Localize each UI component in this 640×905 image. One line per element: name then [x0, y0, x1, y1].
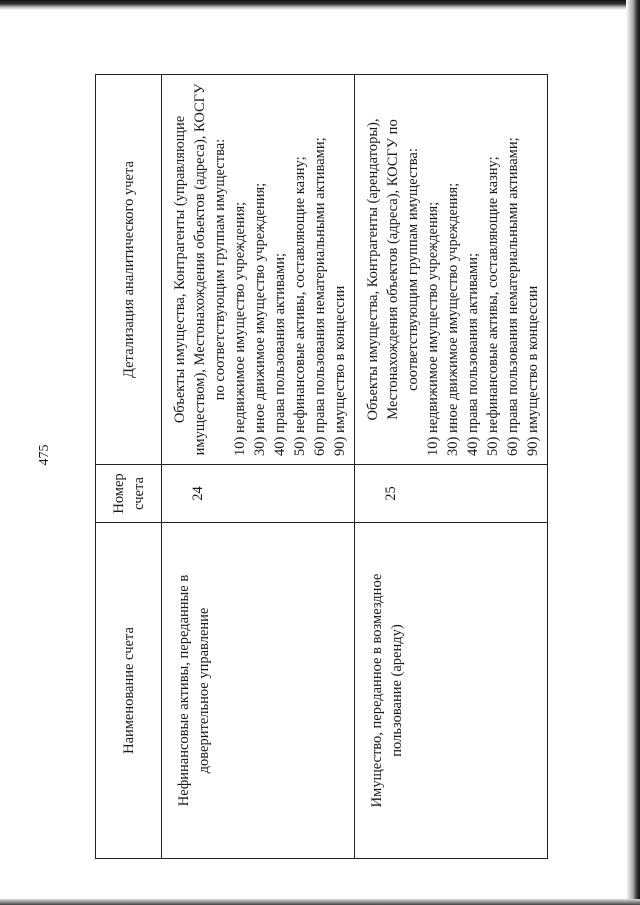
- header-analytic-detail: Детализация аналитического учета: [96, 75, 162, 465]
- row-account-name: Нефинансовые активы, переданные в доверительное управление: [162, 523, 355, 859]
- table-row: [355, 75, 548, 859]
- page-number: 475: [37, 444, 52, 466]
- accounts-table-wrapper: [95, 75, 541, 859]
- detail-item: 30) иное движимое имущество учреждения;: [252, 182, 268, 456]
- table-header-row: [96, 75, 162, 859]
- row-analytic-detail: [355, 75, 548, 465]
- row-account-number: 25: [355, 465, 548, 523]
- detail-item: 40) права пользования активами;: [465, 252, 481, 456]
- detail-item: 40) права пользования активами;: [272, 252, 288, 456]
- detail-item: 50) нефинансовые активы, составляющие казну;: [292, 156, 308, 456]
- header-account-name: Наименование счета: [96, 523, 162, 859]
- scan-edge-top: [0, 0, 640, 10]
- row-account-number: 24: [162, 465, 355, 523]
- header-account-number: Номер счета: [96, 465, 162, 523]
- detail-item: 50) нефинансовые активы, составляющие казну;: [485, 156, 501, 456]
- detail-item: 10) недвижимое имущество учреждения;: [232, 201, 248, 456]
- row-analytic-detail: [162, 75, 355, 465]
- detail-list: [230, 83, 350, 456]
- detail-item: 60) права пользования нематериальными активами;: [505, 137, 521, 456]
- detail-item: 30) иное движимое имущество учреждения;: [445, 182, 461, 456]
- rotated-table-container: [95, 75, 541, 859]
- scan-edge-right: [626, 0, 640, 905]
- detail-item: 90) имущество в концессии: [332, 285, 348, 456]
- scan-edge-bottom: [0, 899, 640, 905]
- detail-intro: Объекты имущества, Контрагенты (арендаторы), Местонахождения объектов (адреса), КОСГУ по соответствующим группам имущества:: [365, 118, 421, 421]
- detail-list: [423, 83, 543, 456]
- detail-item: 60) права пользования нематериальными активами;: [312, 137, 328, 456]
- table-row: [162, 75, 355, 859]
- detail-intro: Объекты имущества, Контрагенты (управляющие имуществом), Местонахождения объектов (адреса), КОСГУ по соответствующим группам имущества:: [172, 83, 228, 456]
- accounts-table: [95, 74, 548, 859]
- detail-item: 10) недвижимое имущество учреждения;: [425, 201, 441, 456]
- detail-item: 90) имущество в концессии: [525, 285, 541, 456]
- row-account-name: Имущество, переданное в возмездное пользование (аренду): [355, 523, 548, 859]
